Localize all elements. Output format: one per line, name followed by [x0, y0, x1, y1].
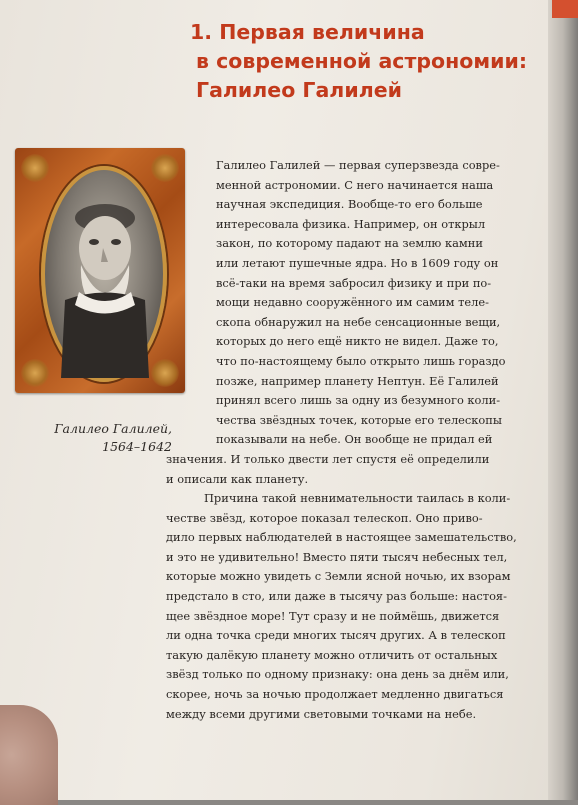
text-line: что по-настоящему было открыто лишь гораздо — [216, 353, 506, 368]
finger — [0, 705, 58, 805]
heading-line-3: Галилео Галилей — [196, 78, 402, 102]
text-line: Галилео Галилей — первая суперзвезда совре- — [216, 158, 500, 172]
text-line: показывали на небе. Он вообще не придал ей — [216, 432, 493, 447]
text-line: чества звёздных точек, которые его телескопы — [216, 412, 502, 427]
text-line: и это не удивительно! Вместо пяти тысяч небесных тел, — [166, 549, 508, 564]
text-line: скопа обнаружил на небе сенсационные вещи, — [216, 314, 501, 329]
text-line: щее звёздное море! Тут сразу и не поймёшь, движется — [166, 608, 500, 623]
portrait-engraving — [41, 166, 167, 382]
text-line: принял всего лишь за одну из безумного коли- — [216, 393, 501, 408]
portrait-caption — [22, 420, 172, 456]
text-line: звёзд только по одному признаку: она день за днём или, — [166, 667, 509, 682]
text-line: скорее, ночь за ночью продолжает медленно двигаться — [166, 687, 504, 702]
text-line: ли одна точка среди многих тысяч других. А в телескоп — [166, 628, 506, 643]
text-line: дило первых наблюдателей в настоящее замешательство, — [166, 530, 517, 545]
caption-years: 1564–1642 — [102, 439, 172, 454]
heading-line-2: в современной астрономии: — [196, 49, 528, 73]
text-line: между всеми другими световыми точками на небе. — [166, 706, 477, 721]
text-line: которых до него ещё никто не видел. Даже то, — [216, 334, 499, 349]
heading-line-1: 1. Первая величина — [190, 20, 425, 44]
text-line: предстало в сто, или даже в тысячу раз больше: настоя- — [166, 589, 507, 604]
text-line: научная экспедиция. Вообще-то его больше — [216, 197, 483, 212]
galileo-portrait — [15, 148, 185, 393]
text-line: менной астрономии. С него начинается наша — [216, 177, 494, 192]
text-line: Причина такой невнимательности таилась в коли- — [204, 491, 511, 506]
page-edge-tab — [552, 0, 578, 18]
caption-name: Галилео Галилей, — [54, 421, 172, 436]
text-line: позже, например планету Нептун. Её Галилей — [216, 373, 499, 388]
chapter-heading — [190, 18, 535, 105]
text-line: честве звёзд, которое показал телескоп. Оно приво- — [166, 510, 483, 525]
article-body — [166, 156, 516, 724]
galileo-face-illustration — [45, 170, 163, 378]
text-line: всё-таки на время забросил физику и при по- — [216, 275, 492, 290]
page-edge — [548, 0, 578, 800]
text-line: или летают пушечные ядра. Но в 1609 году он — [216, 255, 499, 270]
text-line: и описали как планету. — [166, 471, 309, 486]
text-line: значения. И только двести лет спустя её определили — [166, 451, 490, 466]
text-line: закон, по которому падают на землю камни — [216, 236, 483, 251]
text-line: такую далёкую планету можно отличить от остальных — [166, 647, 498, 662]
text-line: мощи недавно сооружённого им самим теле- — [216, 295, 489, 310]
text-line: интересовала физика. Например, он открыл — [216, 216, 486, 231]
text-line: которые можно увидеть с Земли ясной ночью, их взорам — [166, 569, 511, 584]
